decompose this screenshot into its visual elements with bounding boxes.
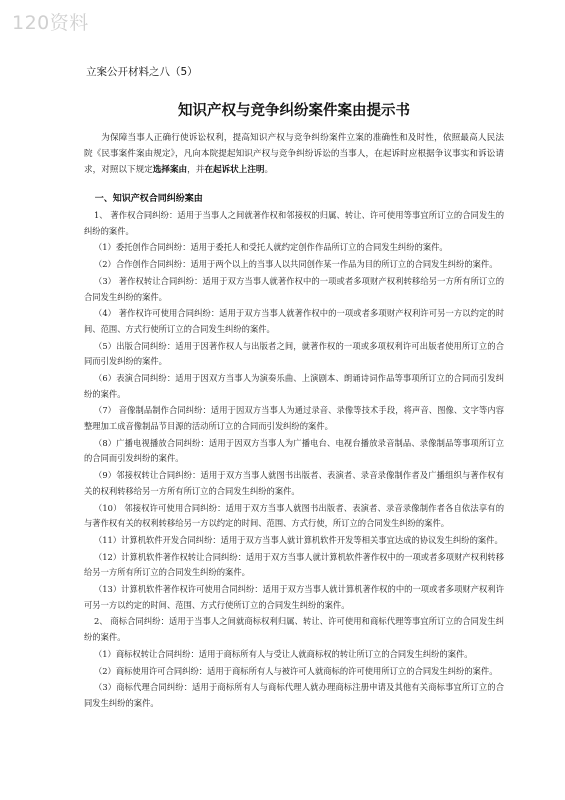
list-item: （1）委托创作合同纠纷：适用于委托人和受托人就约定创作作品所订立的合同发生纠纷的案件。 <box>93 242 448 253</box>
document-title: 知识产权与竞争纠纷案件案由提示书 <box>178 103 410 119</box>
list-item: （4） 著作权许可使用合同纠纷：适用于双方当事人就著作权中的一项或者多项财产权利许可另一方以约定的时间、范围、方式行使所订立的合同发生纠纷的案件。 <box>84 308 504 334</box>
list-item: （11）计算机软件开发合同纠纷：适用于双方当事人就计算机软件开发等相关事宜达成的协议发生纠纷的案件。 <box>93 534 503 545</box>
list-item: （8）广播电视播放合同纠纷：适用于因双方当事人为广播电台、电视台播放录音制品、录像制品等事项所订立的合同而引发纠纷的案件。 <box>84 437 504 464</box>
list-item: （5）出版合同纠纷：适用于因著作权人与出版者之间，就著作权的一项或多项权利许可出版者使用所订立的合同而引发纠纷的案件。 <box>84 340 504 367</box>
watermark: 120资料 <box>12 12 89 34</box>
list-item: （10） 邻接权许可使用合同纠纷：适用于双方当事人就图书出版者、表演者、录音录像制作者各自依法享有的与著作权有关的权利转移给另一方以约定的时间、范围、方式行使，所订立的合同发生纠纷的案件。 <box>84 502 504 529</box>
section-heading: 一、知识产权合同纠纷案由 <box>94 194 203 204</box>
list-item: 1、 著作权合同纠纷：适用于当事人之间就著作权和邻接权的归属、转让、许可使用等事宜所订立的合同发生的纠纷的案件。 <box>84 210 504 236</box>
list-item: （9）邻接权转让合同纠纷：适用于双方当事人就图书出版者、表演者、录音录像制作者及广播组织与著作权有关的权利转移给另一方所有所订立的合同发生纠纷的案件。 <box>84 470 504 496</box>
intro-end: 。 <box>264 165 274 175</box>
list-item: （3） 著作权转让合同纠纷：适用于双方当事人就著作权中的一项或者多项财产权利转移给另一方所有所订立的合同发生纠纷的案件。 <box>84 275 504 302</box>
document-body <box>84 64 504 713</box>
list-item: （2）商标使用许可合同纠纷：适用于商标所有人与被许可人就商标的许可使用所订立的合同发生纠纷的案件。 <box>93 665 498 676</box>
intro-emphasis-note-complaint: 在起诉状上注明 <box>204 165 265 175</box>
list-item: （7） 音像制品制作合同纠纷：适用于因双方当事人为通过录音、录像等技术手段，将声音、图像、文字等内容整理加工成音像制品节目源的活动所订立的合同而引发纠纷的案件。 <box>84 405 504 432</box>
list-item: （3）商标代理合同纠纷：适用于商标所有人与商标代理人就办理商标注册申请及其他有关商标事宜所订立的合同发生纠纷的案件。 <box>84 682 504 708</box>
document-series-label: 立案公开材料之八（5） <box>86 66 198 78</box>
list-item: （12）计算机软件著作权转让合同纠纷：适用于双方当事人就计算机软件著作权中的一项或者多项财产权利转移给另一方所有所订立的合同发生纠纷的案件。 <box>84 551 504 578</box>
intro-connector: ，并 <box>187 165 205 175</box>
list-item: 2、 商标合同纠纷：适用于当事人之间就商标权利归属、转让、许可使用和商标代理等事宜所订立的合同发生纠纷的案件。 <box>84 616 504 643</box>
intro-emphasis-select-cause: 选择案由 <box>152 165 188 175</box>
intro-paragraph <box>84 130 504 178</box>
list-item: （1）商标权转让合同纠纷：适用于商标所有人与受让人就商标权的转让所订立的合同发生纠纷的案件。 <box>93 648 473 659</box>
list-item: （6）表演合同纠纷：适用于因双方当事人为演奏乐曲、上演剧本、朗诵诗词作品等事项所订立的合同而引发纠纷的案件。 <box>84 373 504 399</box>
list-item: （2）合作创作合同纠纷：适用于两个以上的当事人以共同创作某一作品为目的所订立的合同发生纠纷的案件。 <box>93 259 498 270</box>
intro-text: 为保障当事人正确行使诉讼权利，提高知识产权与竞争纠纷案件立案的准确性和及时性，依照最高人民法院《民事案件案由规定》，凡向本院提起知识产权与竞争纠纷诉讼的当事人，在起诉时应根据争议事实和诉讼请求，对照以下规定 <box>84 133 504 175</box>
list-item: （13）计算机软件著作权许可使用合同纠纷：适用于双方当事人就计算机著作权的中的一项或者多项财产权利许可另一方以约定的时间、范围、方式行使所订立的合同发生纠纷的案件。 <box>84 584 504 610</box>
